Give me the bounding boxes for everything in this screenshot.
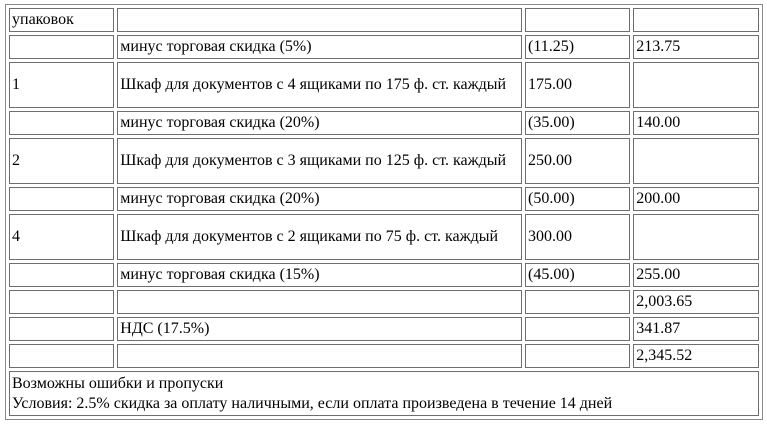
amount-cell: (35.00) [525, 111, 630, 135]
amount-cell: (50.00) [525, 187, 630, 211]
total-cell: 140.00 [633, 111, 759, 135]
description-cell: минус торговая скидка (15%) [117, 263, 522, 287]
table-row [9, 138, 759, 184]
invoice-table [5, 4, 763, 420]
grand-total-cell: 2,345.52 [633, 344, 759, 368]
description-cell: Шкаф для документов с 4 ящиками по 175 ф. ст. каждый [117, 62, 522, 108]
amount-cell: (45.00) [525, 263, 630, 287]
total-cell [633, 214, 759, 260]
qty-cell [9, 317, 114, 341]
table-row-footer [9, 371, 759, 416]
total-cell [633, 62, 759, 108]
table-row [9, 111, 759, 135]
qty-cell [9, 187, 114, 211]
description-cell: минус торговая скидка (20%) [117, 111, 522, 135]
total-cell: 213.75 [633, 35, 759, 59]
subtotal-cell: 2,003.65 [633, 290, 759, 314]
description-cell [117, 290, 522, 314]
amount-cell: 250.00 [525, 138, 630, 184]
amount-cell: 175.00 [525, 62, 630, 108]
qty-cell: упаковок [9, 8, 114, 32]
qty-cell [9, 263, 114, 287]
qty-cell: 1 [9, 62, 114, 108]
amount-cell: 300.00 [525, 214, 630, 260]
errors-omissions-note: Возможны ошибки и пропуски [12, 374, 224, 392]
amount-cell [525, 317, 630, 341]
total-cell: 255.00 [633, 263, 759, 287]
vat-amount-cell: 341.87 [633, 317, 759, 341]
description-cell: минус торговая скидка (20%) [117, 187, 522, 211]
amount-cell [525, 344, 630, 368]
total-cell: 200.00 [633, 187, 759, 211]
qty-cell [9, 35, 114, 59]
table-row [9, 35, 759, 59]
qty-cell: 4 [9, 214, 114, 260]
description-cell [117, 344, 522, 368]
amount-cell [525, 8, 630, 32]
total-cell [633, 138, 759, 184]
description-cell: минус торговая скидка (5%) [117, 35, 522, 59]
table-row-header [9, 8, 759, 32]
total-cell [633, 8, 759, 32]
amount-cell: (11.25) [525, 35, 630, 59]
table-row [9, 263, 759, 287]
description-cell: Шкаф для документов с 3 ящиками по 125 ф. ст. каждый [117, 138, 522, 184]
qty-cell [9, 344, 114, 368]
qty-cell: 2 [9, 138, 114, 184]
amount-cell [525, 290, 630, 314]
table-row [9, 187, 759, 211]
table-row [9, 62, 759, 108]
table-row [9, 214, 759, 260]
footer-notes-cell [9, 371, 759, 416]
qty-cell [9, 290, 114, 314]
table-row-vat [9, 317, 759, 341]
payment-terms-note: Условия: 2.5% скидка за оплату наличными, если оплата произведена в течение 14 дней [12, 394, 613, 412]
vat-label-cell: НДС (17.5%) [117, 317, 522, 341]
description-cell [117, 8, 522, 32]
table-row-grand-total [9, 344, 759, 368]
description-cell: Шкаф для документов с 2 ящиками по 75 ф. ст. каждый [117, 214, 522, 260]
table-row-subtotal [9, 290, 759, 314]
qty-cell [9, 111, 114, 135]
